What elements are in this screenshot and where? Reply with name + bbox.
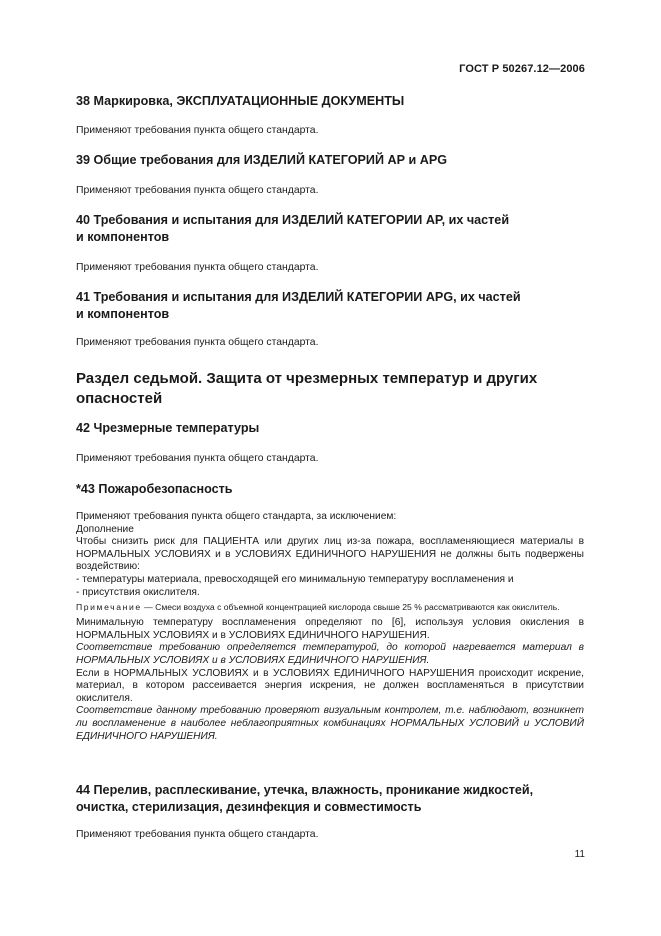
page-number: 11 [574, 849, 585, 860]
section-39-text: Применяют требования пункта общего стандарта. [76, 185, 319, 196]
section-40-text: Применяют требования пункта общего стандарта. [76, 262, 319, 273]
note-text: — Смеси воздуха с объемной концентрацией кислорода свыше 25 % рассматриваются как окислитель. [141, 602, 560, 613]
section-43-title: *43 Пожаробезопасность [76, 482, 233, 496]
section-40-title [76, 212, 586, 246]
section-44-text: Применяют требования пункта общего стандарта. [76, 829, 319, 840]
section-38-title: 38 Маркировка, ЭКСПЛУАТАЦИОННЫЕ ДОКУМЕНТЫ [76, 94, 405, 108]
section-40-title-line1: 40 Требования и испытания для ИЗДЕЛИЙ КАТЕГОРИИ АР, их частей [76, 213, 510, 227]
section-41-title-line2: и компонентов [76, 307, 170, 321]
section-43-para3: Соответствие требованию определяется температурой, до которой нагревается материал в НОРМАЛЬНЫХ УСЛОВИЯХ и в УСЛОВИЯХ ЕДИНИЧНОГО НАРУШЕНИЯ. [76, 642, 584, 666]
section-43-para2: Минимальную температуру воспламенения определяют по [6], используя условия окисления в НОРМАЛЬНЫХ УСЛОВИЯХ и в УСЛОВИЯХ ЕДИНИЧНОГО НАРУШЕНИЯ. [76, 617, 584, 641]
section-42-title: 42 Чрезмерные температуры [76, 421, 260, 435]
section-41-text: Применяют требования пункта общего стандарта. [76, 337, 319, 348]
section-41-title-line1: 41 Требования и испытания для ИЗДЕЛИЙ КАТЕГОРИИ APG, их частей [76, 290, 521, 304]
section-43-line1: Применяют требования пункта общего стандарта, за исключением: [76, 511, 397, 522]
section-38-text: Применяют требования пункта общего стандарта. [76, 125, 319, 136]
section-43-para4: Если в НОРМАЛЬНЫХ УСЛОВИЯХ и в УСЛОВИЯХ ЕДИНИЧНОГО НАРУШЕНИЯ происходит искрение, материал, в котором рассеивается энергия искрения, не должен воспламеняться в присутствии окислителя. [76, 667, 584, 704]
section-43-line2: Дополнение [76, 523, 134, 535]
section-42-text: Применяют требования пункта общего стандарта. [76, 453, 319, 464]
part-7-title [76, 369, 586, 409]
document-header-id: ГОСТ Р 50267.12—2006 [459, 63, 585, 75]
section-44-title-line2: очистка, стерилизация, дезинфекция и совместимость [76, 800, 422, 814]
part-7-title-line1: Раздел седьмой. Защита от чрезмерных температур и других [76, 370, 538, 387]
section-43-bullet2: - присутствия окислителя. [76, 586, 200, 598]
note-label: Примечание [76, 602, 142, 613]
section-39-title: 39 Общие требования для ИЗДЕЛИЙ КАТЕГОРИЙ АР и APG [76, 153, 448, 167]
section-43-para5: Соответствие данному требованию проверяют визуальным контролем, т.е. наблюдают, возникнет ли воспламенение в наиболее неблагоприятных комбинациях НОРМАЛЬНЫХ УСЛОВИЙ и УСЛОВИЙ ЕДИНИЧНОГО НАРУШЕНИЯ. [76, 705, 584, 742]
section-40-title-line2: и компонентов [76, 230, 170, 244]
part-7-title-line2: опасностей [76, 390, 163, 407]
section-44-title [76, 782, 586, 816]
section-44-title-line1: 44 Перелив, расплескивание, утечка, влажность, проникание жидкостей, [76, 783, 534, 797]
section-41-title [76, 289, 586, 323]
section-43-note [76, 601, 584, 613]
section-43-para1: Чтобы снизить риск для ПАЦИЕНТА или других лиц из-за пожара, воспламеняющиеся материалы в НОРМАЛЬНЫХ УСЛОВИЯХ и в УСЛОВИЯХ ЕДИНИЧНОГО НАРУШЕНИЯ не должны быть подвержены воздействию: [76, 536, 584, 573]
section-43-bullet1: - температуры материала, превосходящей его минимальную температуру воспламенения и [76, 573, 514, 585]
section-43-body [76, 511, 584, 743]
